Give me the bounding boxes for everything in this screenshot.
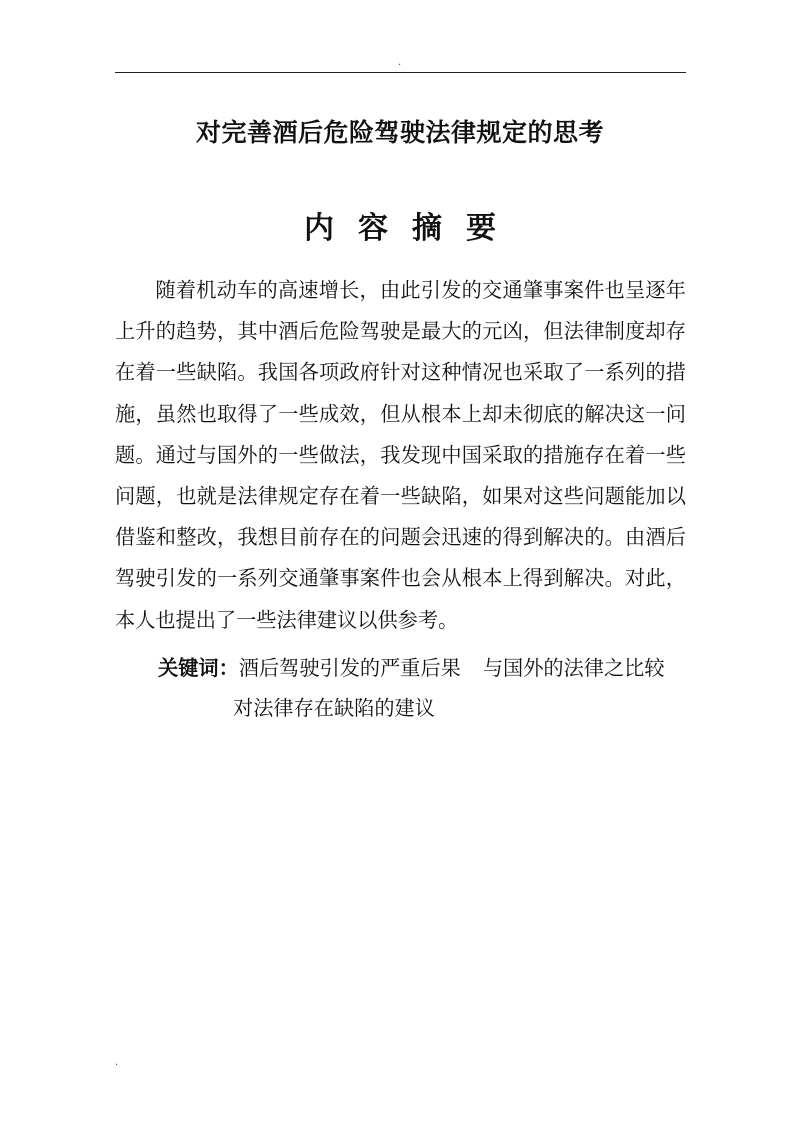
document-title: 对完善酒后危险驾驶法律规定的思考 [195, 118, 604, 147]
keywords-block [158, 648, 698, 728]
section-heading: 内容摘要 [304, 211, 520, 246]
abstract-paragraph: 随着机动车的高速增长，由此引发的交通肇事案件也呈逐年上升的趋势，其中酒后危险驾驶是最大的元凶，但法律制度却存在着一些缺陷。我国各项政府针对这种情况也采取了一系列的措施，虽然也取得了一些成效，但从根本上却未彻底的解决这一问题。通过与国外的一些做法，我发现中国采取的措施存在着一些问题，也就是法律规定存在着一些缺陷，如果对这些问题能加以借鉴和整改，我想目前存在的问题会迅速的得到解决的。由酒后驾驶引发的一系列交通肇事案件也会从根本上得到解决。对此，本人也提出了一些法律建议以供参考。 [115, 278, 686, 632]
keywords-label: 关键词： [158, 656, 239, 680]
keyword-item: 酒后驾驶引发的严重后果 [238, 656, 461, 680]
keyword-item: 对法律存在缺陷的建议 [233, 696, 435, 720]
footer-marker: . [115, 1057, 119, 1068]
header-marker: . [398, 57, 402, 68]
header-rule [115, 72, 686, 73]
keyword-item: 与国外的法律之比较 [482, 656, 665, 680]
